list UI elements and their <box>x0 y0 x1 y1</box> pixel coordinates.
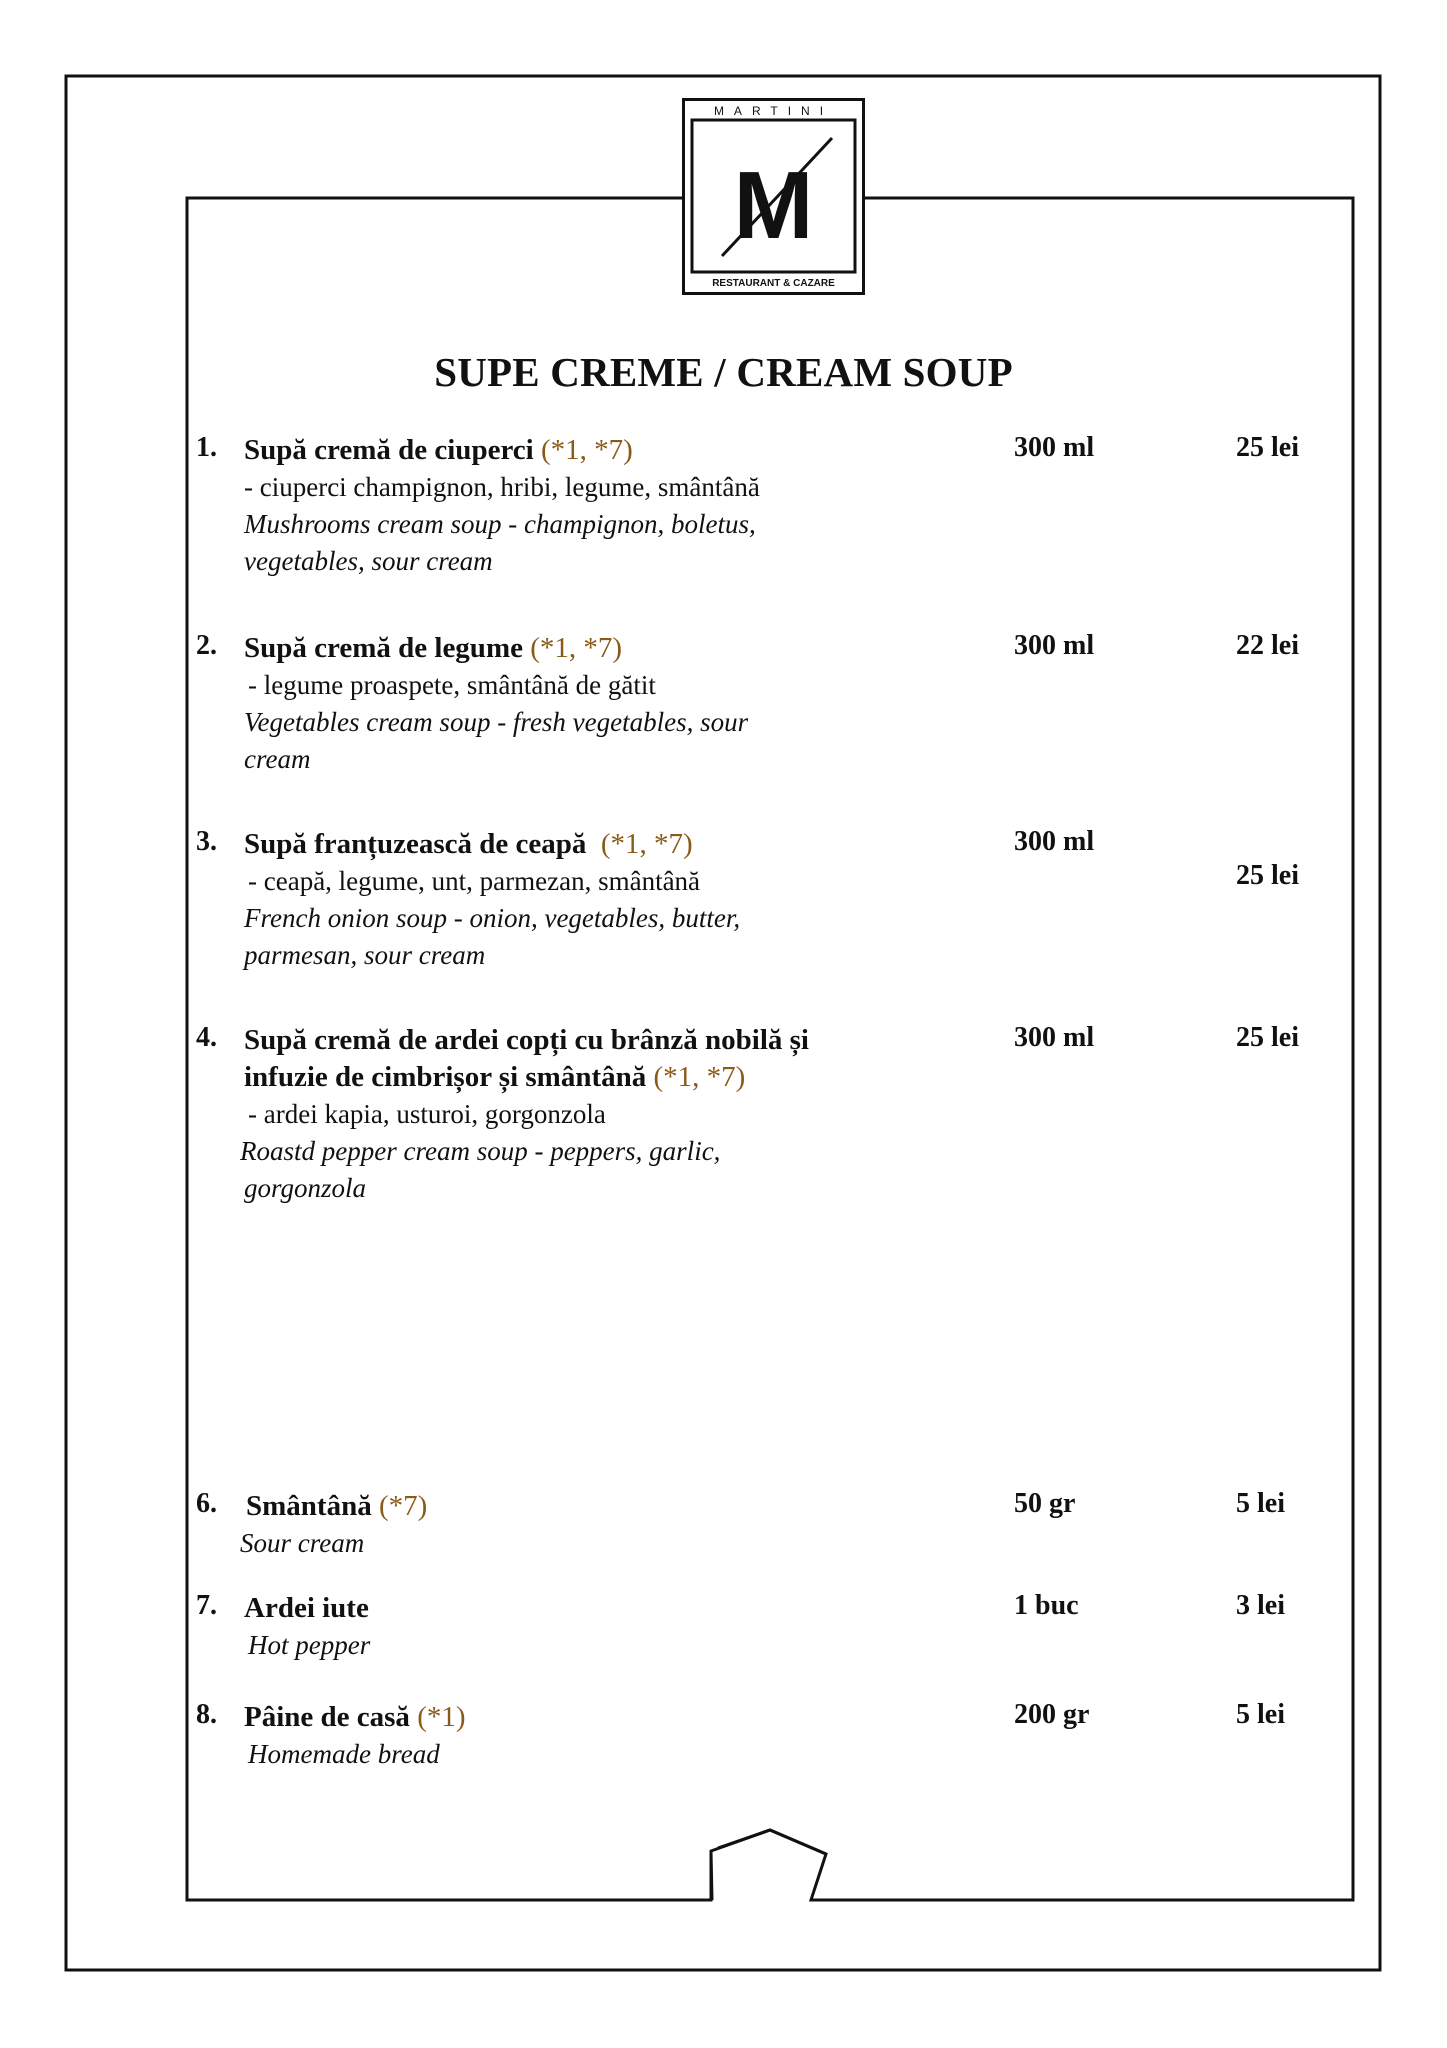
logo-brand: MARTINI <box>713 104 834 118</box>
menu-item <box>196 826 936 976</box>
item-description: - ciuperci champignon, hribi, legume, smântână <box>244 472 760 502</box>
item-english-line1: Roastd pepper cream soup - peppers, garlic, <box>240 1136 721 1166</box>
item-quantity: 300 ml <box>1014 1022 1095 1053</box>
item-description: - ceapă, legume, unt, parmezan, smântână <box>248 866 701 896</box>
item-quantity: 1 buc <box>1014 1590 1079 1621</box>
menu-item <box>196 1590 936 1670</box>
item-price: 22 lei <box>1236 630 1299 661</box>
item-english: Homemade bread <box>248 1739 440 1769</box>
item-name-line2: infuzie de cimbrișor și smântână (*1, *7) <box>244 1061 746 1093</box>
item-number: 3. <box>196 826 217 857</box>
item-allergens: (*7) <box>378 1490 428 1522</box>
item-name: Supă cremă de legume (*1, *7) <box>244 632 623 664</box>
martini-logo <box>682 98 865 295</box>
item-name: Pâine de casă (*1) <box>244 1701 466 1733</box>
logo-monogram: M <box>733 152 814 259</box>
item-name: Smântână (*7) <box>246 1490 428 1522</box>
item-number: 6. <box>196 1488 217 1519</box>
item-english-line2: cream <box>244 744 311 774</box>
item-name-line1: Supă cremă de ardei copți cu brânză nobilă și <box>244 1024 809 1056</box>
house-notch <box>711 1830 826 1900</box>
item-allergens: (*1) <box>417 1701 466 1733</box>
item-allergens: (*1, *7) <box>600 828 693 860</box>
item-name: Supă franțuzească de ceapă (*1, *7) <box>244 828 693 860</box>
menu-item <box>196 1022 936 1212</box>
item-quantity: 50 gr <box>1014 1488 1076 1519</box>
item-english-line1: French onion soup - onion, vegetables, butter, <box>244 903 741 933</box>
item-number: 2. <box>196 630 217 661</box>
item-price: 25 lei <box>1236 1022 1299 1053</box>
item-description: - ardei kapia, usturoi, gorgonzola <box>248 1099 606 1129</box>
item-quantity: 300 ml <box>1014 432 1095 463</box>
item-quantity: 300 ml <box>1014 826 1095 857</box>
logo-tagline: RESTAURANT & CAZARE <box>712 278 835 289</box>
item-english-line1: Mushrooms cream soup - champignon, boletus, <box>244 509 756 539</box>
item-english-line2: vegetables, sour cream <box>244 546 493 576</box>
item-english-line1: Vegetables cream soup - fresh vegetables, sour <box>244 707 749 737</box>
item-number: 8. <box>196 1699 217 1730</box>
menu-item <box>196 1699 936 1779</box>
item-number: 4. <box>196 1022 217 1053</box>
item-quantity: 200 gr <box>1014 1699 1090 1730</box>
item-number: 1. <box>196 432 217 463</box>
item-english-line2: parmesan, sour cream <box>244 940 486 970</box>
item-name: Supă cremă de ciuperci (*1, *7) <box>244 434 633 466</box>
item-description: - legume proaspete, smântână de gătit <box>248 670 656 700</box>
item-price: 25 lei <box>1236 860 1299 891</box>
item-english: Hot pepper <box>248 1630 371 1660</box>
item-allergens: (*1, *7) <box>530 632 623 664</box>
item-quantity: 300 ml <box>1014 630 1095 661</box>
menu-item <box>196 1488 936 1568</box>
item-allergens: (*1, *7) <box>653 1061 746 1093</box>
item-price: 5 lei <box>1236 1699 1285 1730</box>
menu-item <box>196 432 936 582</box>
item-price: 5 lei <box>1236 1488 1285 1519</box>
item-english: Sour cream <box>240 1528 365 1558</box>
menu-item <box>196 630 936 780</box>
page-title: SUPE CREME / CREAM SOUP <box>434 349 1013 395</box>
item-price: 3 lei <box>1236 1590 1285 1621</box>
item-price: 25 lei <box>1236 432 1299 463</box>
item-number: 7. <box>196 1590 217 1621</box>
item-name: Ardei iute <box>244 1592 369 1624</box>
item-english-line2: gorgonzola <box>244 1173 367 1203</box>
item-allergens: (*1, *7) <box>540 434 633 466</box>
